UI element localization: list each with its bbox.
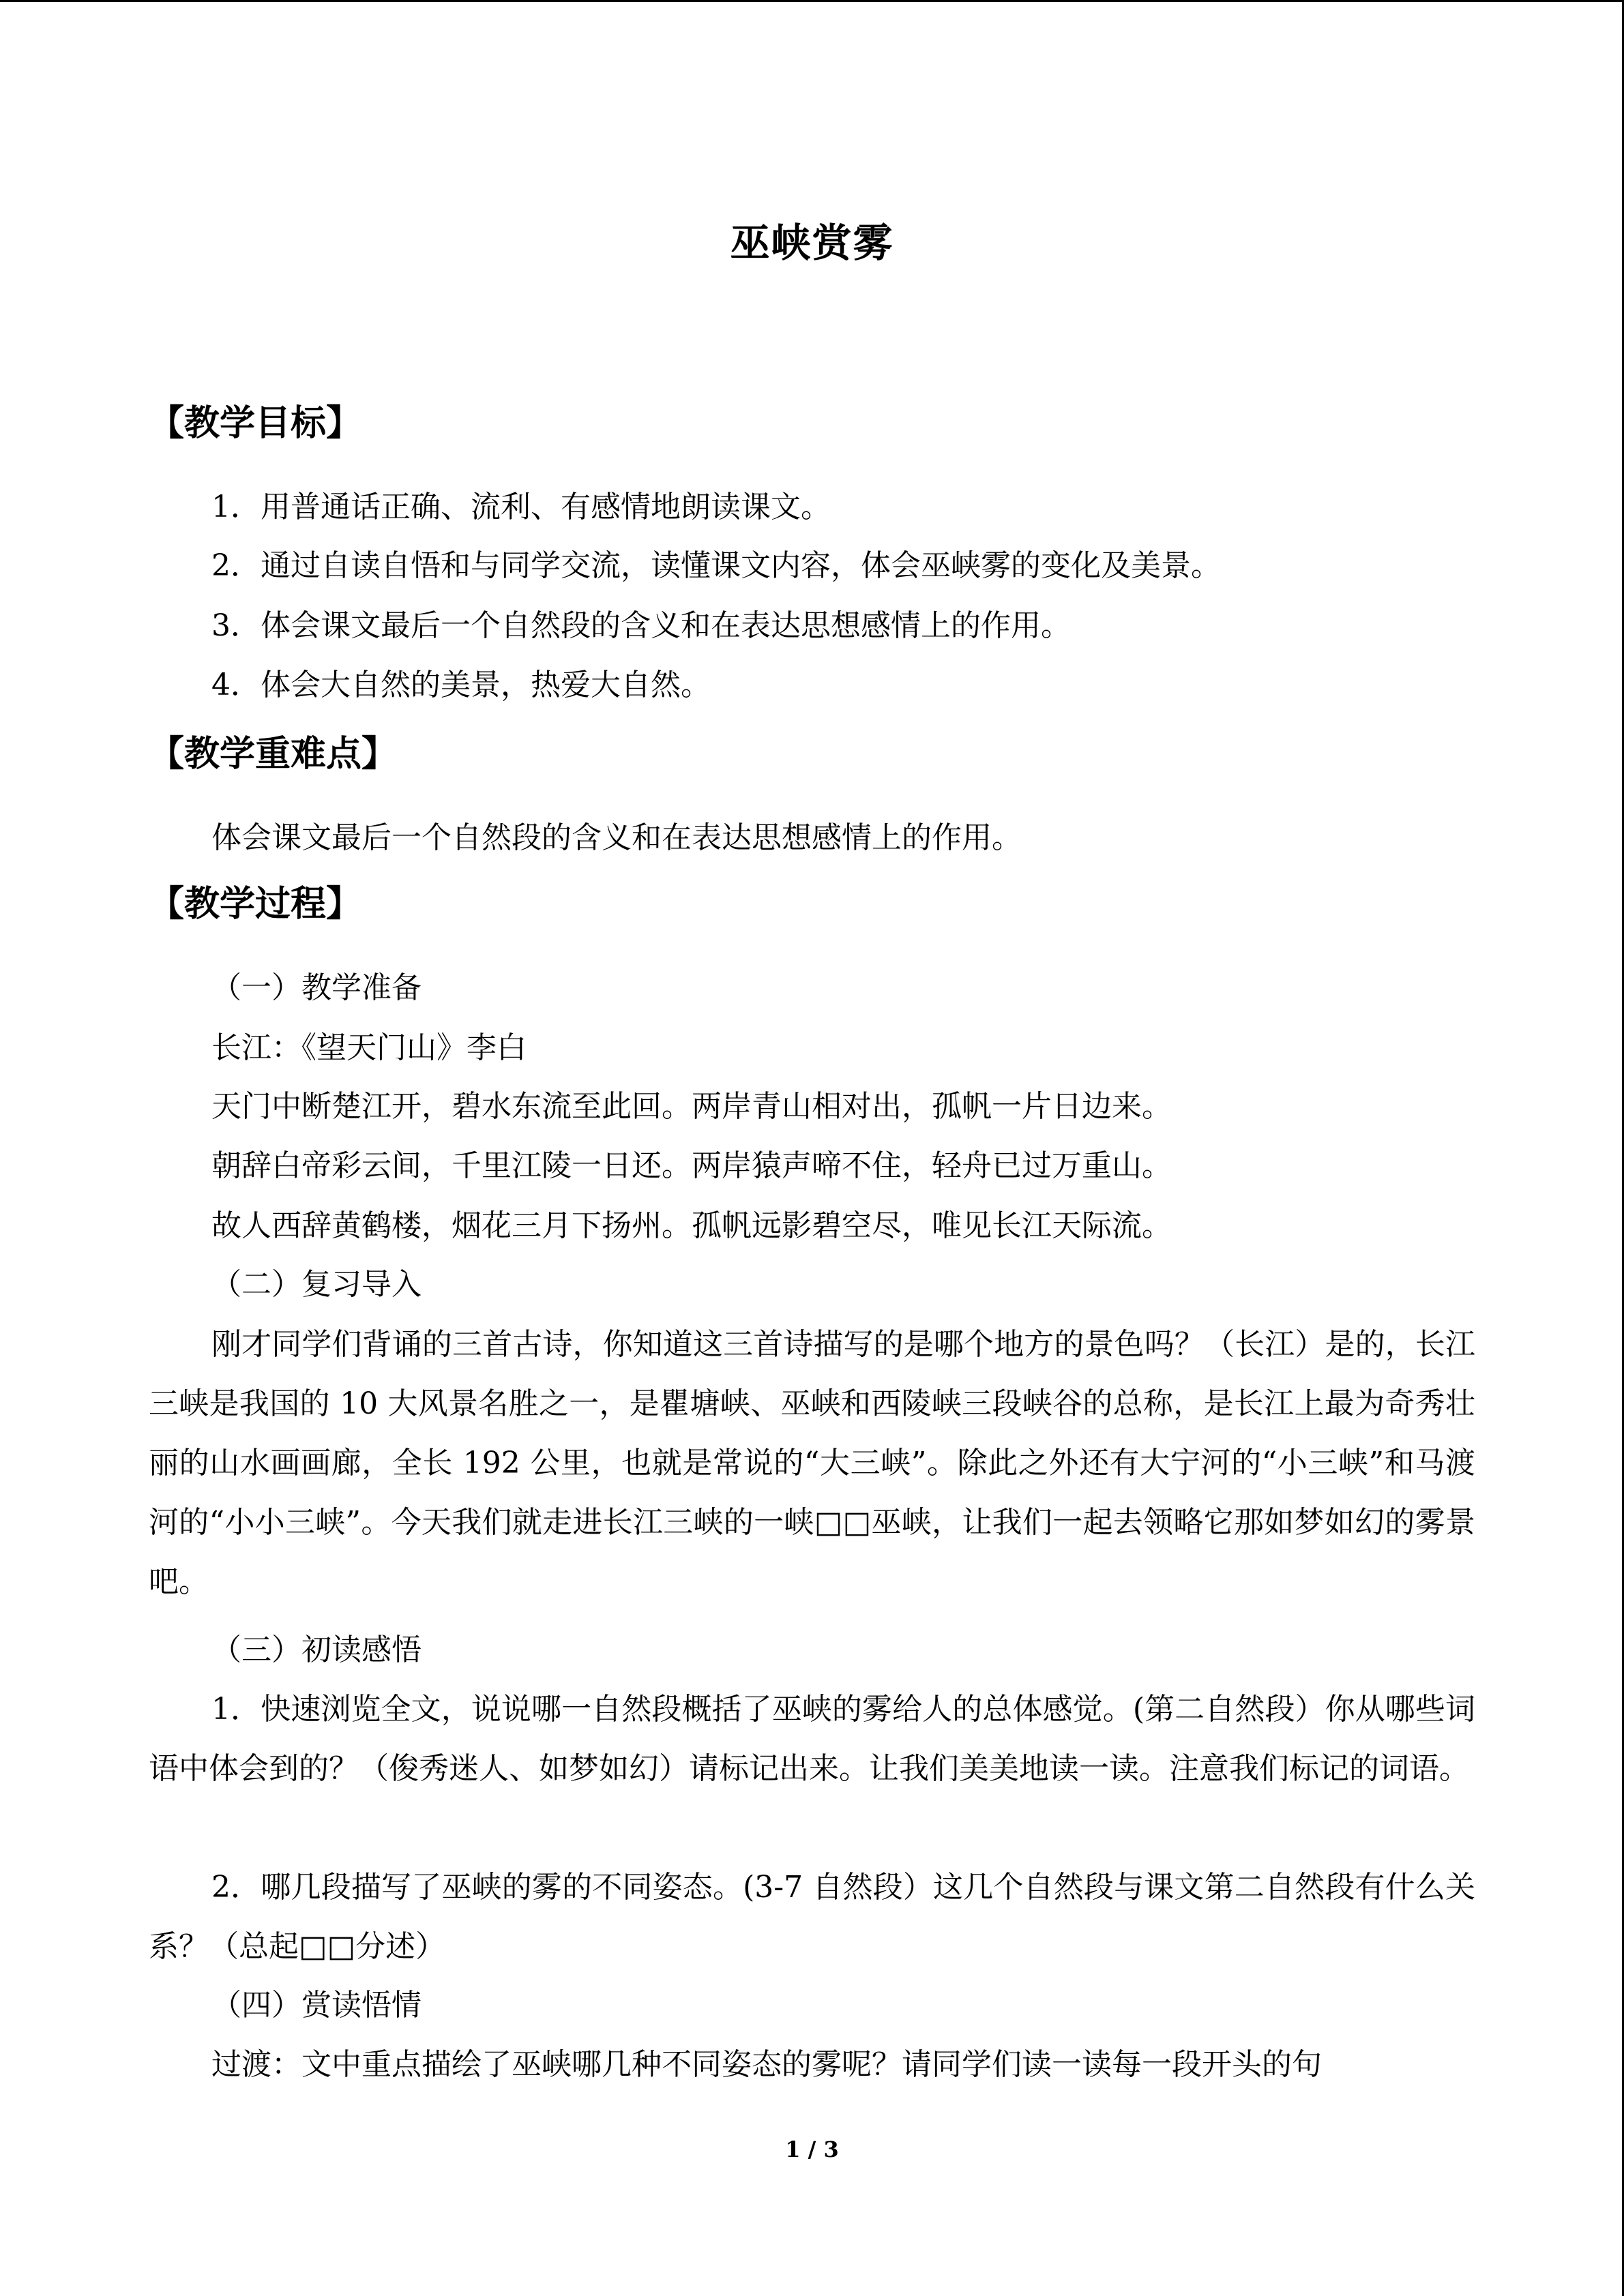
process-part3-item-2: 2．哪几段描写了巫峡的雾的不同姿态。(3-7 自然段）这几个自然段与课文第二自然段有什么关系？（总起□□分述） (149, 1870, 1475, 1964)
document-title: 巫峡赏雾 (730, 220, 894, 266)
objective-item-3: 3．体会课文最后一个自然段的含义和在表达思想感情上的作用。 (211, 608, 1071, 643)
heading-objectives: 【教学目标】 (149, 402, 362, 444)
page-number: 1 / 3 (785, 2136, 839, 2162)
poem-line-1: 天门中断楚江开，碧水东流至此回。两岸青山相对出，孤帆一片日边来。 (211, 1089, 1172, 1124)
process-part2-text: 刚才同学们背诵的三首古诗，你知道这三首诗描写的是哪个地方的景色吗？（长江）是的，长江三峡是我国的 10 大风景名胜之一，是瞿塘峡、巫峡和西陵峡三段峡谷的总称，是长江上最为奇秀壮丽的山水画画廊，全长 192 公里，也就是常说的“大三峡”。除此之外还有大宁河的“小三峡”和马渡河的“小小三峡”。今天我们就走进长江三峡的一峡□□巫峡，让我们一起去领略它那如梦如幻的雾景吧。 (149, 1327, 1475, 1599)
objective-item-2: 2．通过自读自悟和与同学交流，读懂课文内容，体会巫峡雾的变化及美景。 (211, 548, 1221, 583)
objective-item-1: 1．用普通话正确、流利、有感情地朗读课文。 (211, 490, 831, 524)
heading-key-points: 【教学重难点】 (149, 733, 398, 775)
process-part1-title: （一）教学准备 (211, 970, 422, 1005)
key-points-text: 体会课文最后一个自然段的含义和在表达思想感情上的作用。 (211, 820, 1022, 855)
page-top-border (0, 0, 1624, 2)
objective-item-4: 4．体会大自然的美景，热爱大自然。 (211, 668, 711, 702)
process-part3-title: （三）初读感悟 (211, 1632, 422, 1667)
process-part2-title: （二）复习导入 (211, 1267, 422, 1302)
poem-line-3: 故人西辞黄鹤楼，烟花三月下扬州。孤帆远影碧空尽，唯见长江天际流。 (211, 1208, 1172, 1243)
process-part4-title: （四）赏读悟情 (211, 1988, 422, 2023)
process-part3-item-1: 1．快速浏览全文，说说哪一自然段概括了巫峡的雾给人的总体感觉。(第二自然段）你从哪些词语中体会到的？（俊秀迷人、如梦如幻）请标记出来。让我们美美地读一读。注意我们标记的词语。 (149, 1692, 1475, 1786)
poem-line-2: 朝辞白帝彩云间，千里江陵一日还。两岸猿声啼不住，轻舟已过万重山。 (211, 1148, 1172, 1183)
poem-source: 长江：《望天门山》李白 (211, 1030, 527, 1065)
heading-process: 【教学过程】 (149, 883, 362, 925)
process-part4-text: 过渡：文中重点描绘了巫峡哪几种不同姿态的雾呢？请同学们读一读每一段开头的句 (211, 2047, 1322, 2082)
